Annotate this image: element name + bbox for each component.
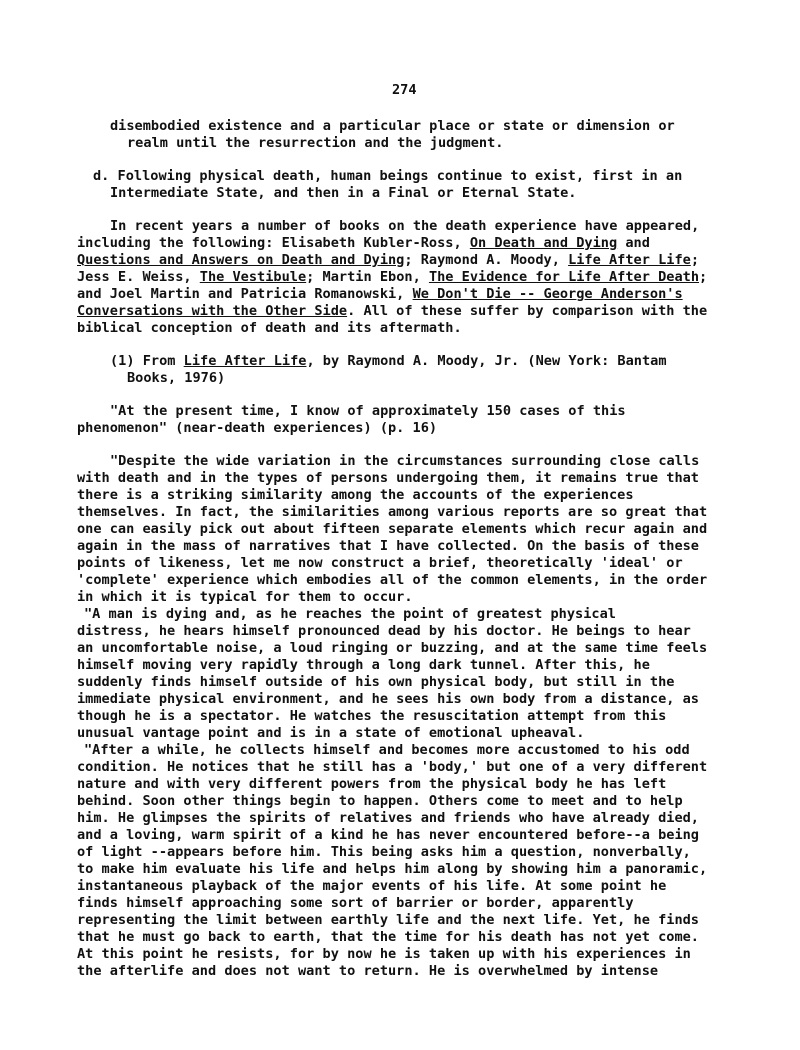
text-segment: distress, he hears himself pronounced dead by his doctor. He beings to hear <box>77 623 691 639</box>
text-line <box>77 269 707 286</box>
book-title-underlined: Conversations with the Other Side <box>77 303 348 319</box>
text-segment: "Despite the wide variation in the circumstances surrounding close calls <box>110 453 700 469</box>
text-segment: . All of these suffer by comparison with the <box>347 303 708 319</box>
text-line <box>77 504 707 521</box>
text-line <box>77 303 707 320</box>
text-segment: instantaneous playback of the major events of his life. At some point he <box>77 878 667 894</box>
text-segment: points of likeness, let me now construct a brief, theoretically 'ideal' or <box>77 555 683 571</box>
text-line <box>110 453 699 470</box>
text-segment: realm until the resurrection and the judgment. <box>127 135 504 151</box>
text-segment: themselves. In fact, the similarities among various reports are so great that <box>77 504 708 520</box>
text-segment: there is a striking similarity among the accounts of the experiences <box>77 487 634 503</box>
text-segment: and <box>617 235 650 251</box>
text-line <box>77 725 584 742</box>
text-line <box>77 572 707 589</box>
text-segment: representing the limit between earthly life and the next life. Yet, he finds <box>77 912 699 928</box>
text-segment: In recent years a number of books on the death experience have appeared, <box>110 218 700 234</box>
text-line <box>84 606 616 623</box>
text-line <box>77 759 707 776</box>
text-line <box>77 878 666 895</box>
book-title-underlined: Questions and Answers on Death and Dying <box>77 252 405 268</box>
text-segment: ; Martin Ebon, <box>306 269 429 285</box>
text-segment: ; Raymond A. Moody, <box>404 252 569 268</box>
book-title-underlined: The Vestibule <box>199 269 307 285</box>
text-segment: him. He glimpses the spirits of relatives and friends who have already died, <box>77 810 699 826</box>
book-title-underlined: The Evidence for Life After Death <box>428 269 700 285</box>
text-segment: disembodied existence and a particular place or state or dimension or <box>110 118 675 134</box>
text-line <box>110 118 675 135</box>
text-segment: including the following: Elisabeth Kubler-Ross, <box>77 235 470 251</box>
text-segment: "After a while, he collects himself and becomes more accustomed to his odd <box>84 742 690 758</box>
text-line <box>77 538 699 555</box>
text-segment: in which it is typical for them to occur. <box>77 589 413 605</box>
book-title-underlined: Life After Life <box>568 252 691 268</box>
text-segment: suddenly finds himself outside of his own physical body, but still in the <box>77 674 675 690</box>
text-line <box>77 776 666 793</box>
text-segment: though he is a spectator. He watches the resuscitation attempt from this <box>77 708 667 724</box>
book-title-underlined: Life After Life <box>183 353 307 369</box>
text-line <box>77 235 650 252</box>
text-line <box>77 320 462 337</box>
text-line <box>77 657 650 674</box>
text-line <box>110 403 626 420</box>
text-segment: , by Raymond A. Moody, Jr. (New York: Bantam <box>306 353 667 369</box>
text-segment: himself moving very rapidly through a long dark tunnel. After this, he <box>77 657 650 673</box>
text-segment: ; <box>690 252 700 268</box>
text-segment: to make him evaluate his life and helps him along by showing him a panoramic, <box>77 861 708 877</box>
text-segment: At this point he resists, for by now he is taken up with his experiences in <box>77 946 691 962</box>
text-line <box>110 185 577 202</box>
text-segment: and Joel Martin and Patricia Romanowski, <box>77 286 413 302</box>
text-line <box>77 810 699 827</box>
text-line <box>77 623 691 640</box>
text-line <box>77 895 634 912</box>
text-line <box>77 470 699 487</box>
text-line <box>127 370 225 387</box>
text-line <box>77 521 707 538</box>
text-line <box>77 929 699 946</box>
text-segment: "At the present time, I know of approximately 150 cases of this <box>110 403 626 419</box>
text-line <box>77 420 437 437</box>
text-segment: the afterlife and does not want to return. He is overwhelmed by intense <box>77 963 659 979</box>
text-segment: condition. He notices that he still has a 'body,' but one of a very different <box>77 759 708 775</box>
text-line <box>110 218 699 235</box>
book-title-underlined: We Don't Die -- George Anderson's <box>412 286 683 302</box>
text-line <box>77 793 683 810</box>
text-segment: nature and with very different powers from the physical body he has left <box>77 776 667 792</box>
text-segment: phenomenon" (near-death experiences) (p. 16) <box>77 420 438 436</box>
text-line <box>93 168 682 185</box>
text-line <box>77 861 707 878</box>
text-segment: one can easily pick out about fifteen separate elements which recur again and <box>77 521 708 537</box>
text-line <box>77 555 683 572</box>
text-line <box>77 946 691 963</box>
text-line <box>77 286 683 303</box>
text-segment: Intermediate State, and then in a Final or Eternal State. <box>110 185 577 201</box>
text-segment: d. Following physical death, human beings continue to exist, first in an <box>93 168 683 184</box>
text-line <box>77 827 699 844</box>
text-segment: Books, 1976) <box>127 370 226 386</box>
text-segment: 'complete' experience which embodies all of the common elements, in the order <box>77 572 708 588</box>
text-line <box>77 708 666 725</box>
text-segment: (1) From <box>110 353 184 369</box>
text-segment: "A man is dying and, as he reaches the point of greatest physical <box>84 606 616 622</box>
page-number: 274 <box>392 82 417 98</box>
text-segment: Jess E. Weiss, <box>77 269 200 285</box>
text-segment: ; <box>699 269 708 285</box>
text-line <box>77 252 699 269</box>
text-segment: biblical conception of death and its aftermath. <box>77 320 462 336</box>
text-line <box>77 640 707 657</box>
text-line <box>110 353 667 370</box>
text-line <box>77 844 691 861</box>
text-segment: again in the mass of narratives that I have collected. On the basis of these <box>77 538 699 554</box>
text-segment: unusual vantage point and is in a state of emotional upheaval. <box>77 725 585 741</box>
text-segment: behind. Soon other things begin to happen. Others come to meet and to help <box>77 793 683 809</box>
text-line <box>84 742 690 759</box>
text-segment: and a loving, warm spirit of a kind he has never encountered before--a being <box>77 827 699 843</box>
book-title-underlined: On Death and Dying <box>469 235 618 251</box>
text-line <box>77 912 699 929</box>
text-segment: of light --appears before him. This being asks him a question, nonverbally, <box>77 844 691 860</box>
text-line <box>127 135 503 152</box>
text-line <box>77 691 699 708</box>
text-segment: with death and in the types of persons undergoing them, it remains true that <box>77 470 699 486</box>
text-line <box>77 487 634 504</box>
text-segment: immediate physical environment, and he sees his own body from a distance, as <box>77 691 699 707</box>
text-line <box>77 589 413 606</box>
text-line <box>77 674 674 691</box>
text-line <box>77 963 658 980</box>
text-segment: finds himself approaching some sort of barrier or border, apparently <box>77 895 634 911</box>
text-segment: an uncomfortable noise, a loud ringing or buzzing, and at the same time feels <box>77 640 708 656</box>
text-segment: that he must go back to earth, that the time for his death has not yet come. <box>77 929 699 945</box>
